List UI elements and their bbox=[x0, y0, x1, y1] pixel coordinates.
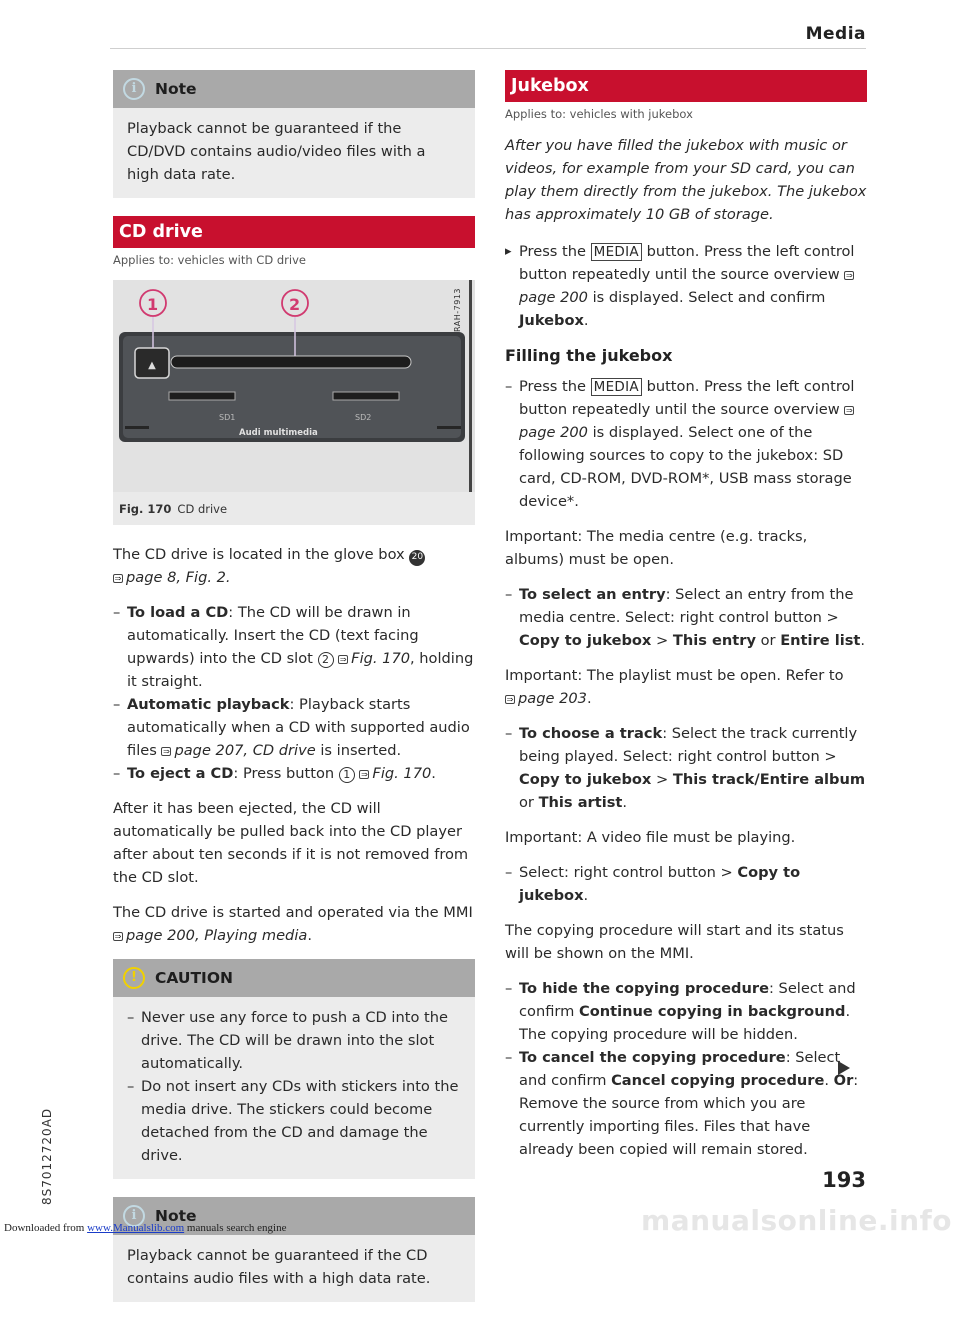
copy-status-paragraph: The copying procedure will start and its status will be shown on the MMI. bbox=[505, 922, 844, 962]
reference-badge: 20 bbox=[409, 550, 425, 566]
section-title: Media bbox=[805, 24, 866, 44]
list-item: – To choose a track: Select the track currently being played. Select: right control button > Copy to jukebox > This track/Entire album or This artist. bbox=[505, 722, 867, 814]
page-link[interactable]: page 203 bbox=[518, 690, 587, 707]
cd-drive-heading: CD drive bbox=[113, 216, 475, 248]
footer: Downloaded from www.Manualslib.com manuals search engine bbox=[4, 1222, 287, 1234]
page-link[interactable]: page 8, Fig. 2. bbox=[126, 569, 231, 586]
footer-link[interactable]: www.Manualslib.com bbox=[87, 1222, 185, 1234]
paragraph-location: The CD drive is located in the glove box 20 ⇒ page 8, Fig. 2. bbox=[113, 543, 475, 589]
instruction-step: ▸ Press the MEDIA button. Press the left control button repeatedly until the source overview ⇒page 200 is displayed. Select and confirm Jukebox. bbox=[505, 240, 867, 332]
header-rule bbox=[110, 48, 866, 49]
figure-link[interactable]: Fig. 170 bbox=[351, 650, 411, 667]
document-code: 8S7012720AD bbox=[40, 1107, 54, 1205]
arrow-ref-icon: ⇒ bbox=[506, 695, 514, 704]
caution-list bbox=[127, 1006, 461, 1167]
caution-box bbox=[113, 959, 475, 1179]
left-column bbox=[113, 70, 475, 1320]
note-header bbox=[113, 70, 475, 108]
applies-to: Applies to: vehicles with CD drive bbox=[113, 253, 306, 267]
page-link[interactable]: page 200, Playing media bbox=[126, 927, 308, 944]
list-item: – To eject a CD: Press button 1 ⇒ Fig. 170. bbox=[113, 762, 475, 785]
important-note: Important: A video file must be playing. bbox=[505, 829, 796, 846]
filling-heading: Filling the jukebox bbox=[505, 346, 673, 365]
figure-cd-drive bbox=[113, 280, 475, 525]
arrow-ref-icon: ⇒ bbox=[846, 406, 853, 415]
note-title: Note bbox=[155, 1206, 197, 1225]
watermark: manualsonline.info bbox=[641, 1204, 952, 1237]
figure-code: RAH-7913 bbox=[453, 288, 462, 332]
list-item: – Press the MEDIA button. Press the left control button repeatedly until the source overview ⇒page 200 is displayed. Select one of the following sources to copy to the jukebox: SD card, CD-ROM, DVD-ROM*, USB mass storage device*. bbox=[505, 375, 867, 513]
filling-list-3 bbox=[505, 722, 867, 814]
caution-title: CAUTION bbox=[155, 968, 233, 987]
info-icon: i bbox=[123, 1205, 145, 1227]
figure-link[interactable]: Fig. 170 bbox=[372, 765, 432, 782]
arrow-ref-icon: ⇒ bbox=[361, 770, 368, 779]
brand-label: Audi multimedia bbox=[239, 428, 318, 438]
caution-item: – Do not insert any CDs with stickers into the media drive. The stickers could become detached from the CD and damage the drive. bbox=[127, 1075, 461, 1167]
filling-list-4 bbox=[505, 861, 867, 907]
note-title: Note bbox=[155, 79, 197, 98]
jukebox-heading: Jukebox bbox=[505, 70, 867, 102]
note-box bbox=[113, 1197, 475, 1302]
page-link[interactable]: page 200 bbox=[519, 289, 588, 306]
arrow-ref-icon: ⇒ bbox=[846, 271, 853, 280]
filling-list-2 bbox=[505, 583, 867, 652]
figure-label: Fig. 170 bbox=[119, 502, 172, 516]
caution-header bbox=[113, 959, 475, 997]
note-box bbox=[113, 70, 475, 198]
media-key: MEDIA bbox=[591, 243, 642, 261]
applies-to: Applies to: vehicles with jukebox bbox=[505, 107, 693, 121]
page-number: 193 bbox=[822, 1168, 866, 1192]
filling-list-5 bbox=[505, 977, 867, 1161]
list-item: – To select an entry: Select an entry from the media centre. Select: right control button > Copy to jukebox > This entry or Entire list. bbox=[505, 583, 867, 652]
paragraph-mmi: The CD drive is started and operated via the MMI ⇒ page 200, Playing media. bbox=[113, 904, 473, 944]
callout-1: 1 bbox=[147, 295, 159, 314]
slot-label-sd2: SD2 bbox=[355, 413, 372, 422]
figure-caption bbox=[113, 492, 475, 525]
slot-label-sd1: SD1 bbox=[219, 413, 236, 422]
list-item: – Select: right control button > Copy to jukebox. bbox=[505, 861, 867, 907]
cd-actions-list bbox=[113, 601, 475, 785]
important-note: Important: The media centre (e.g. tracks, albums) must be open. bbox=[505, 528, 808, 568]
jukebox-intro: After you have filled the jukebox with music or videos, for example from your SD card, you can play them directly from the jukebox. The jukebox has approximately 10 GB of storage. bbox=[505, 137, 867, 223]
paragraph-eject: After it has been ejected, the CD will automatically be pulled back into the CD player after about ten seconds if it is not removed from the CD slot. bbox=[113, 800, 469, 886]
right-column bbox=[505, 70, 867, 1173]
note-text: Playback cannot be guaranteed if the CD contains audio files with a high data rate. bbox=[127, 1247, 431, 1287]
list-item: – Automatic playback: Playback starts automatically when a CD with supported audio files ⇒ page 207, CD drive is inserted. bbox=[113, 693, 475, 762]
arrow-ref-icon: ⇒ bbox=[114, 574, 122, 583]
caution-item: – Never use any force to push a CD into the drive. The CD will be drawn into the slot automatically. bbox=[127, 1006, 461, 1075]
cd-drive-illustration bbox=[113, 280, 475, 492]
important-note: Important: The playlist must be open. Refer to ⇒ page 203. bbox=[505, 667, 844, 707]
callout-2: 2 bbox=[289, 295, 301, 314]
note-text: Playback cannot be guaranteed if the CD/DVD contains audio/video files with a high data rate. bbox=[127, 120, 426, 183]
list-item: – To load a CD: The CD will be drawn in automatically. Insert the CD (text facing upwards) into the CD slot 2 ⇒ Fig. 170, holding it straight. bbox=[113, 601, 475, 693]
svg-text:▲: ▲ bbox=[148, 360, 156, 371]
page-link[interactable]: page 207, CD drive bbox=[174, 742, 316, 759]
info-icon: i bbox=[123, 78, 145, 100]
callout-ref-1: 1 bbox=[339, 767, 355, 783]
callout-ref-2: 2 bbox=[318, 652, 334, 668]
figure-caption-text: CD drive bbox=[177, 502, 228, 516]
list-item: – To hide the copying procedure: Select and confirm Continue copying in background. The copying procedure will be hidden. bbox=[505, 977, 867, 1046]
filling-list-1 bbox=[505, 375, 867, 513]
list-item: – To cancel the copying procedure: Select and confirm Cancel copying procedure. Or: Remove the source from which you are currently importing files. Files that have already been copied will remain stored. bbox=[505, 1046, 867, 1161]
media-key: MEDIA bbox=[591, 378, 642, 396]
arrow-ref-icon: ⇒ bbox=[339, 655, 347, 664]
caution-icon: ! bbox=[123, 967, 145, 989]
continue-arrow-icon bbox=[838, 1061, 850, 1075]
arrow-ref-icon: ⇒ bbox=[163, 747, 170, 756]
arrow-ref-icon: ⇒ bbox=[114, 932, 122, 941]
page-link[interactable]: page 200 bbox=[519, 424, 588, 441]
